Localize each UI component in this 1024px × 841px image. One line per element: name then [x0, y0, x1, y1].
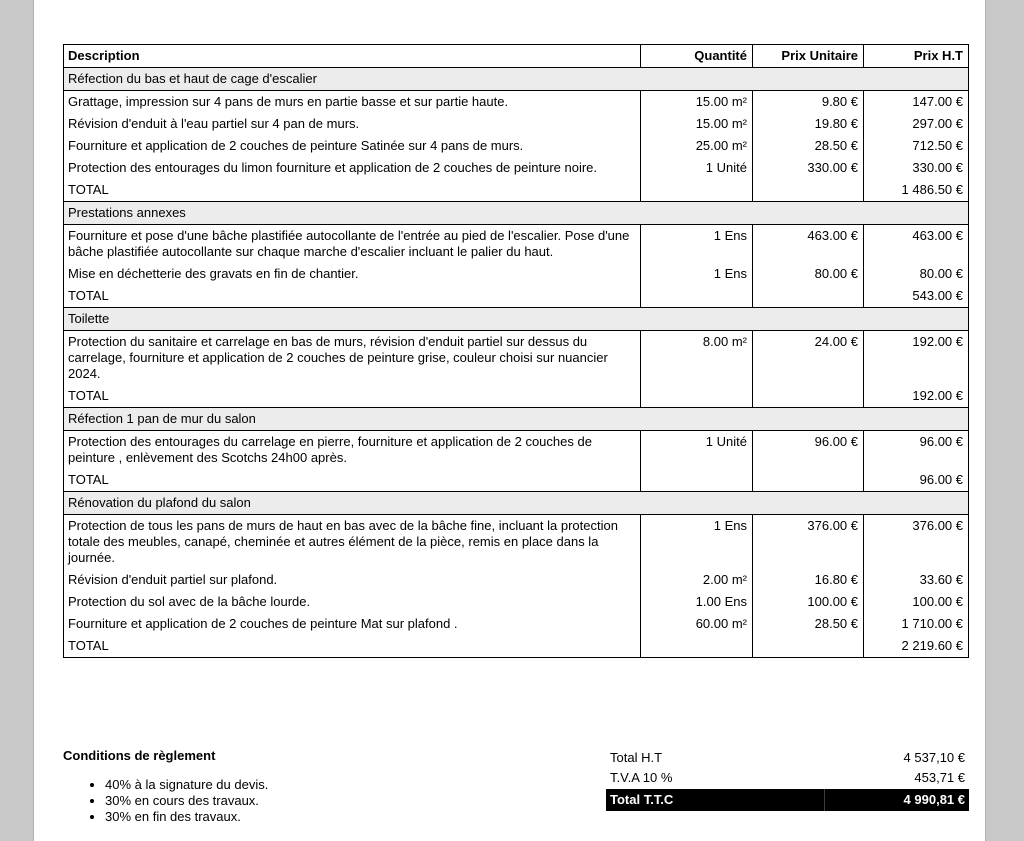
- item-row: [64, 613, 968, 635]
- section-total-value: 96.00 €: [863, 469, 968, 491]
- item-description: Révision d'enduit partiel sur plafond.: [68, 572, 278, 587]
- item-total: 96.00 €: [863, 431, 968, 469]
- payment-terms: [63, 748, 268, 825]
- total-ttc-label: Total T.T.C: [610, 792, 674, 807]
- payment-term-item: • 30% en cours des travaux.: [105, 793, 268, 809]
- total-ttc-value: 4 990,81 €: [903, 792, 965, 807]
- item-total: 330.00 €: [863, 157, 968, 179]
- item-row: [64, 225, 968, 263]
- section-total-quantity: [640, 285, 752, 307]
- section-total-label: TOTAL: [68, 182, 109, 197]
- section-total-unit-price: [752, 635, 863, 657]
- payment-term-item: • 30% en fin des travaux.: [105, 809, 268, 825]
- item-quantity: 25.00 m²: [640, 135, 752, 157]
- tva-label: T.V.A 10 %: [610, 770, 673, 785]
- section-total-quantity: [640, 179, 752, 201]
- item-description: Mise en déchetterie des gravats en fin de chantier.: [68, 266, 359, 281]
- item-row: [64, 91, 968, 113]
- total-ht-value: 4 537,10 €: [903, 750, 965, 765]
- payment-terms-title: Conditions de règlement: [63, 748, 216, 763]
- item-total: 712.50 €: [863, 135, 968, 157]
- item-row: [64, 263, 968, 285]
- item-row: [64, 515, 968, 569]
- item-description: Protection de tous les pans de murs de haut en bas avec de la bâche fine, incluant la protection totale des meubles, canapé, cheminée et autres élément de la pièce, remis en place dans la journée.: [68, 518, 618, 565]
- item-unit-price: 24.00 €: [752, 331, 863, 385]
- item-description: Protection du sanitaire et carrelage en bas de murs, révision d'enduit partiel sur dessus du carrelage, fourniture et application de 2 couches de peinture grise, couleur choisi sur nuancier 2024.: [68, 334, 608, 381]
- item-total: 297.00 €: [863, 113, 968, 135]
- total-ttc-row: [606, 789, 969, 811]
- item-unit-price: 9.80 €: [752, 91, 863, 113]
- item-quantity: 8.00 m²: [640, 331, 752, 385]
- item-description: Protection des entourages du carrelage en pierre, fourniture et application de 2 couches de peinture , enlèvement des Scotchs 24h00 après.: [68, 434, 592, 465]
- item-unit-price: 376.00 €: [752, 515, 863, 569]
- footer: [63, 748, 969, 825]
- item-description: Protection des entourages du limon fourniture et application de 2 couches de peinture noire.: [68, 160, 598, 175]
- item-row: [64, 431, 968, 469]
- item-quantity: 1 Unité: [640, 431, 752, 469]
- section-title: Réfection 1 pan de mur du salon: [64, 407, 968, 431]
- item-total: 80.00 €: [863, 263, 968, 285]
- totals-summary: [606, 748, 969, 825]
- section-total-label: TOTAL: [68, 388, 109, 403]
- payment-term-item: • 40% à la signature du devis.: [105, 777, 268, 793]
- section-total-row: [64, 469, 968, 491]
- item-description: Protection du sol avec de la bâche lourde.: [68, 594, 311, 609]
- item-total: 147.00 €: [863, 91, 968, 113]
- item-unit-price: 28.50 €: [752, 613, 863, 635]
- section-total-row: [64, 385, 968, 407]
- item-row: [64, 569, 968, 591]
- item-quantity: 1 Ens: [640, 263, 752, 285]
- table-sections: [64, 67, 968, 657]
- item-row: [64, 591, 968, 613]
- header-quantity: Quantité: [640, 45, 752, 67]
- item-unit-price: 28.50 €: [752, 135, 863, 157]
- item-total: 376.00 €: [863, 515, 968, 569]
- item-row: [64, 157, 968, 179]
- item-unit-price: 100.00 €: [752, 591, 863, 613]
- item-row: [64, 331, 968, 385]
- item-quantity: 1 Ens: [640, 225, 752, 263]
- item-total: 33.60 €: [863, 569, 968, 591]
- item-unit-price: 19.80 €: [752, 113, 863, 135]
- header-unit-price: Prix Unitaire: [752, 45, 863, 67]
- item-total: 192.00 €: [863, 331, 968, 385]
- section-title: Rénovation du plafond du salon: [64, 491, 968, 515]
- section-total-quantity: [640, 635, 752, 657]
- ttc-divider: [824, 789, 825, 811]
- item-row: [64, 113, 968, 135]
- header-description: Description: [68, 48, 140, 63]
- item-row: [64, 135, 968, 157]
- section-total-row: [64, 635, 968, 657]
- section-body: [64, 515, 968, 657]
- section-body: [64, 225, 968, 307]
- item-quantity: 2.00 m²: [640, 569, 752, 591]
- section-body: [64, 431, 968, 491]
- total-ht-label: Total H.T: [610, 750, 663, 765]
- section-body: [64, 331, 968, 407]
- item-quantity: 1 Ens: [640, 515, 752, 569]
- section-total-label: TOTAL: [68, 472, 109, 487]
- section-total-row: [64, 285, 968, 307]
- item-total: 1 710.00 €: [863, 613, 968, 635]
- section-total-unit-price: [752, 179, 863, 201]
- item-quantity: 15.00 m²: [640, 113, 752, 135]
- item-total: 100.00 €: [863, 591, 968, 613]
- tva-value: 453,71 €: [914, 770, 965, 785]
- table-header-row: [64, 45, 968, 67]
- item-description: Fourniture et application de 2 couches de peinture Satinée sur 4 pans de murs.: [68, 138, 524, 153]
- section-total-unit-price: [752, 285, 863, 307]
- item-quantity: 1.00 Ens: [640, 591, 752, 613]
- section-total-value: 2 219.60 €: [863, 635, 968, 657]
- item-total: 463.00 €: [863, 225, 968, 263]
- section-total-quantity: [640, 469, 752, 491]
- item-unit-price: 463.00 €: [752, 225, 863, 263]
- section-total-label: TOTAL: [68, 288, 109, 303]
- section-total-unit-price: [752, 385, 863, 407]
- item-description: Révision d'enduit à l'eau partiel sur 4 pan de murs.: [68, 116, 360, 131]
- tva-row: [606, 768, 969, 788]
- item-quantity: 1 Unité: [640, 157, 752, 179]
- item-unit-price: 330.00 €: [752, 157, 863, 179]
- payment-terms-list: [63, 777, 268, 825]
- items-table: [63, 44, 969, 658]
- section-title: Prestations annexes: [64, 201, 968, 225]
- item-description: Fourniture et pose d'une bâche plastifiée autocollante de l'entrée au pied de l'escalier. Pose d'une bâche plastifiée autocollante sur chaque marche d'escalier incluant le palier du haut.: [68, 228, 630, 259]
- section-body: [64, 91, 968, 201]
- item-quantity: 60.00 m²: [640, 613, 752, 635]
- header-total: Prix H.T: [863, 45, 968, 67]
- section-title: Toilette: [64, 307, 968, 331]
- item-unit-price: 16.80 €: [752, 569, 863, 591]
- item-quantity: 15.00 m²: [640, 91, 752, 113]
- section-total-label: TOTAL: [68, 638, 109, 653]
- section-total-value: 192.00 €: [863, 385, 968, 407]
- item-description: Grattage, impression sur 4 pans de murs en partie basse et sur partie haute.: [68, 94, 509, 109]
- section-total-quantity: [640, 385, 752, 407]
- document-page: [33, 0, 986, 841]
- item-unit-price: 80.00 €: [752, 263, 863, 285]
- section-title: Réfection du bas et haut de cage d'escalier: [64, 67, 968, 91]
- section-total-value: 1 486.50 €: [863, 179, 968, 201]
- total-ht-row: [606, 748, 969, 768]
- section-total-row: [64, 179, 968, 201]
- section-total-unit-price: [752, 469, 863, 491]
- item-description: Fourniture et application de 2 couches de peinture Mat sur plafond .: [68, 616, 458, 631]
- section-total-value: 543.00 €: [863, 285, 968, 307]
- item-unit-price: 96.00 €: [752, 431, 863, 469]
